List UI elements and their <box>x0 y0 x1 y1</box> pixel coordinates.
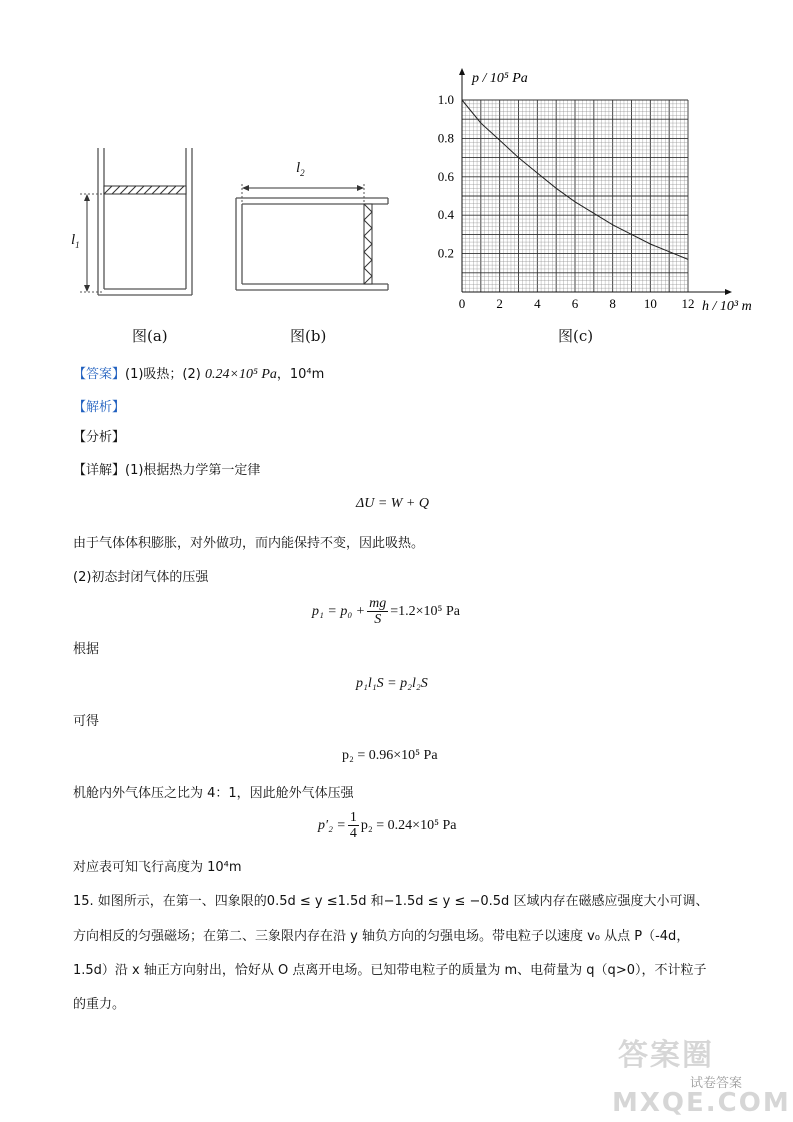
text-kede: 可得 <box>73 714 100 729</box>
watermark-url: MXQE.COM <box>612 1088 791 1118</box>
fenxi-tag: 【分析】 <box>73 430 126 445</box>
y-tick-label: 0.2 <box>437 245 454 261</box>
answer-line <box>73 364 324 385</box>
figure-b <box>228 180 398 300</box>
x-axis-arrow <box>725 289 732 295</box>
y-tick-label: 0.6 <box>437 168 454 184</box>
equation-p2: p₂ = 0.96×10⁵ Pa <box>342 748 438 763</box>
answer-height: 10⁴m <box>289 367 325 382</box>
x-tick-label: 0 <box>458 296 466 311</box>
y-tick-label: 0.8 <box>437 130 454 146</box>
caption-figure-a: 图(a) <box>132 327 168 345</box>
text-ratio: 机舱内外气体压之比为 4：1，因此舱外气体压强 <box>73 786 354 801</box>
watermark-caption: 试卷答案 <box>690 1076 743 1091</box>
equation-p1: p₁ = p₀ + $\frac{mg}{S}$ =1.2×10⁵ Pa <box>312 596 460 628</box>
detail-text: (1)根据热力学第一定律 <box>125 463 261 478</box>
figure-c-chart <box>420 60 780 315</box>
x-tick-label: 6 <box>571 296 579 311</box>
equation-first-law: ΔU = W + Q <box>356 496 429 511</box>
answer-sep: ， <box>276 367 290 382</box>
y-tick-label: 0.4 <box>437 207 454 223</box>
equation-boyle: p₁l₁S = p₂l₂S <box>356 676 428 691</box>
x-tick-label: 10 <box>643 296 657 311</box>
caption-figure-b: 图(b) <box>290 327 327 345</box>
y-axis-arrow <box>459 68 465 75</box>
x-tick-label: 2 <box>496 296 503 311</box>
text-p1-intro: (2)初态封闭气体的压强 <box>73 570 209 585</box>
x-axis-label: h / 10³ m <box>702 299 752 314</box>
y-tick-label: 1.0 <box>437 92 454 107</box>
text-genju: 根据 <box>73 642 100 657</box>
q15-line1: 15. 如图所示，在第一、四象限的0.5d ≤ y ≤1.5d 和−1.5d ≤ y ≤ −0.5d 区域内存在磁感应强度大小可调、 <box>73 894 709 909</box>
equation-p2-prime: p′₂ = $\frac{1}{4}$ p₂ = 0.24×10⁵ Pa <box>318 810 457 842</box>
detail-line <box>73 461 260 481</box>
watermark-logo: 答案圈 <box>618 1038 714 1073</box>
q15-line3: 1.5d）沿 x 轴正方向射出，恰好从 O 点离开电场。已知带电粒子的质量为 m、电荷量为 q（q>0），不计粒子 <box>73 963 707 978</box>
y-axis-label: p / 10⁵ Pa <box>472 71 528 86</box>
figure-a <box>70 140 210 305</box>
length-label-l2: $l_2$ <box>296 160 305 178</box>
q15-line4: 的重力。 <box>73 997 126 1012</box>
x-tick-label: 12 <box>681 296 695 311</box>
caption-figure-c: 图(c) <box>558 327 594 345</box>
answer-part1: (1)吸热；(2) <box>125 367 201 382</box>
text-flight-height: 对应表可知飞行高度为 10⁴m <box>73 860 242 875</box>
length-label-l1: $l_1$ <box>71 232 80 250</box>
text-heat: 由于气体体积膨胀，对外做功，而内能保持不变，因此吸热。 <box>73 536 425 551</box>
answer-tag: 【答案】 <box>73 367 126 382</box>
q15-line2: 方向相反的匀强磁场；在第二、三象限内存在沿 y 轴负方向的匀强电场。带电粒子以速度 v₀ 从点 P（-4d， <box>73 929 690 944</box>
x-tick-label: 8 <box>609 296 616 311</box>
answer-pressure: 0.24×10⁵ Pa <box>205 367 277 382</box>
analysis-tag: 【解析】 <box>73 400 126 415</box>
x-tick-label: 4 <box>534 296 541 311</box>
detail-tag: 【详解】 <box>73 463 126 478</box>
